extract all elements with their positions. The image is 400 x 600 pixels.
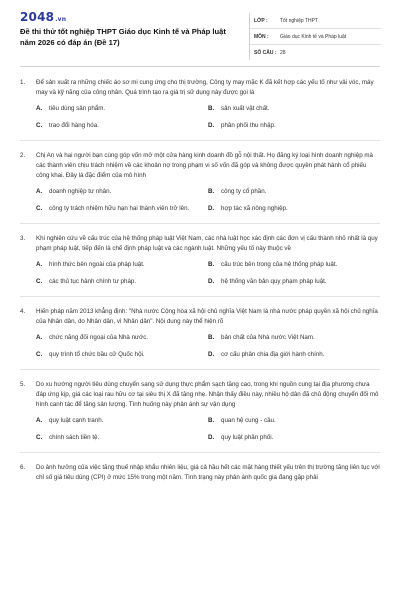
answer-option[interactable] [208, 104, 380, 113]
question-separator [20, 452, 380, 453]
answer-options [36, 333, 380, 359]
question-row [20, 151, 380, 181]
question-text: Khi nghiên cứu về cấu trúc của hệ thống pháp luật Việt Nam, các nhà luật học xác định các đơn vị cấu thành nhỏ nhất là quy phạm pháp luật, tiếp đến là chế định pháp luật và các ngành luật. Những yếu tố này thuộc về [36, 235, 378, 252]
meta-row-count [250, 45, 381, 60]
question-item [20, 380, 380, 442]
answer-text: sản xuất vật chất. [221, 105, 270, 112]
answer-letter: B. [208, 334, 215, 341]
answer-text: quy luật phân phối. [221, 434, 274, 441]
logo-main: 2048 [20, 10, 55, 24]
question-text: Hiến pháp năm 2013 khẳng định: "Nhà nước Cộng hòa xã hội chủ nghĩa Việt Nam là nhà nước pháp quyền xã hội chủ nghĩa của Nhân dân, do Nhân dân, vì Nhân dân". Nội dung này thể hiện rõ [36, 308, 378, 325]
answer-text: tiêu dùng sản phẩm. [49, 105, 106, 112]
answer-text: doanh nghiệp tư nhân. [49, 188, 112, 195]
answer-option[interactable] [36, 187, 208, 196]
answer-text: cấu trúc bên trong của hệ thống pháp luật. [221, 261, 338, 268]
answer-text: phân phối thu nhập. [221, 122, 276, 129]
answer-text: chức năng đối ngoại của Nhà nước. [49, 334, 149, 341]
answer-text: các thủ tục hành chính tư pháp. [49, 278, 137, 285]
answer-option[interactable] [208, 187, 380, 196]
question-separator [20, 369, 380, 370]
exam-meta-table [249, 13, 381, 60]
answer-text: hình thức bên ngoài của pháp luật. [49, 261, 145, 268]
exam-title: Đề thi thử tốt nghiệp THPT Giáo dục Kinh tế và Pháp luật năm 2026 có đáp án (Đề 17) [20, 27, 226, 47]
answer-options [36, 187, 380, 213]
answer-option[interactable] [36, 350, 208, 359]
question-text: Do xu hướng người tiêu dùng chuyển sang sử dụng thực phẩm sạch tăng cao, trong khi nguồn cung tại địa phương chưa đáp ứng kịp, giá các loại rau hữu cơ tại siêu thị X đã tăng nhẹ. Nhận thấy điều này, nhiều hộ dân đã chủ động chuyển đổi mô hình canh tác để tăng sản lượng. Tình huống này phản ánh sự vận dụng [36, 381, 379, 408]
answer-option[interactable] [208, 204, 380, 213]
answer-option[interactable] [36, 260, 208, 269]
answer-text: bản chất của Nhà nước Việt Nam. [221, 334, 315, 341]
answer-text: công ty cổ phần. [221, 188, 267, 195]
question-row [20, 78, 380, 98]
answer-letter: C. [36, 351, 43, 358]
question-text: Để sản xuất ra những chiếc áo sơ mi cung ứng cho thị trường, Công ty may mặc K đã kết hợp các yếu tố như vải vóc, máy may và kỹ năng của công nhân. Quá trình tạo ra giá trị sử dụng này được gọi là [36, 79, 374, 96]
answer-text: cơ cấu phân chia địa giới hành chính. [221, 351, 325, 358]
answer-text: chính sách tiền tệ. [49, 434, 100, 441]
answer-text: quy luật cạnh tranh. [49, 417, 104, 424]
answer-letter: B. [208, 417, 215, 424]
answer-letter: D. [208, 434, 215, 441]
question-item [20, 307, 380, 359]
question-number: 6. [20, 464, 26, 471]
answer-letter: D. [208, 351, 215, 358]
answer-options [36, 260, 380, 286]
question-number: 1. [20, 79, 26, 86]
answer-letter: C. [36, 278, 43, 285]
answer-option[interactable] [208, 277, 380, 286]
answer-text: hợp tác xã nông nghiệp. [221, 205, 288, 212]
answer-option[interactable] [208, 260, 380, 269]
answer-letter: C. [36, 122, 43, 129]
meta-val-count: 28 [280, 49, 286, 56]
answer-letter: C. [36, 205, 43, 212]
answer-letter: B. [208, 261, 215, 268]
answer-option[interactable] [208, 416, 380, 425]
answer-option[interactable] [36, 333, 208, 342]
header-divider [20, 66, 380, 67]
page-header [20, 10, 380, 62]
answer-option[interactable] [36, 104, 208, 113]
answer-text: quy trình tổ chức bầu cử Quốc hội. [49, 351, 145, 358]
question-item [20, 151, 380, 213]
answer-option[interactable] [208, 433, 380, 442]
question-row [20, 307, 380, 327]
question-item [20, 78, 380, 130]
logo-tld: .vn [55, 16, 67, 23]
question-row [20, 380, 380, 410]
answer-letter: A. [36, 334, 43, 341]
question-number: 5. [20, 381, 26, 388]
answer-option[interactable] [208, 121, 380, 130]
question-separator [20, 296, 380, 297]
meta-val-subject: Giáo dục Kinh tế và Pháp luật [280, 33, 347, 40]
answer-text: công ty trách nhiệm hữu hạn hai thành viên trở lên. [49, 205, 190, 212]
answer-letter: A. [36, 105, 43, 112]
answer-letter: B. [208, 105, 215, 112]
question-text: Do ảnh hưởng của việc tăng thuế nhập khẩu nhiên liệu, giá cả hầu hết các mặt hàng thiết yếu trên thị trường tăng liên tục với chỉ số giá tiêu dùng (CPI) ở mức 15% trong một năm. Tình trạng này phản ánh quốc gia đang gặp phải [36, 464, 380, 481]
answer-letter: C. [36, 434, 43, 441]
meta-val-class: Tốt nghiệp THPT [280, 17, 318, 24]
meta-key-count: SỐ CÂU : [254, 49, 277, 56]
question-number: 2. [20, 152, 26, 159]
answer-letter: D. [208, 122, 215, 129]
meta-key-class: LỚP : [254, 17, 268, 24]
answer-letter: D. [208, 278, 215, 285]
meta-row-subject [250, 29, 381, 45]
answer-letter: B. [208, 188, 215, 195]
answer-letter: A. [36, 261, 43, 268]
answer-option[interactable] [36, 433, 208, 442]
answer-option[interactable] [36, 277, 208, 286]
answer-options [36, 416, 380, 442]
question-list [20, 78, 380, 493]
answer-option[interactable] [36, 121, 208, 130]
question-item [20, 463, 380, 483]
answer-letter: A. [36, 188, 43, 195]
meta-key-subject: MÔN : [254, 33, 269, 40]
answer-letter: A. [36, 417, 43, 424]
answer-text: quan hệ cung - cầu. [221, 417, 276, 424]
meta-row-class [250, 13, 381, 29]
question-text: Chị An và hai người bạn cùng góp vốn mở một cửa hàng kinh doanh đồ gỗ nội thất. Họ đăng ký loại hình doanh nghiệp mà các thành viên chịu trách nhiệm về các khoản nợ trong phạm vi số vốn đã góp và không được quyền phát hành cổ phiếu công khai. Đây là đặc điểm của mô hình [36, 152, 374, 179]
answer-text: hệ thống văn bản quy phạm pháp luật. [221, 278, 327, 285]
question-separator [20, 223, 380, 224]
answer-letter: D. [208, 205, 215, 212]
question-row [20, 234, 380, 254]
question-row [20, 463, 380, 483]
answer-text: trao đổi hàng hóa. [49, 122, 99, 129]
answer-option[interactable] [208, 333, 380, 342]
question-number: 3. [20, 235, 26, 242]
answer-option[interactable] [36, 416, 208, 425]
question-item [20, 234, 380, 286]
question-separator [20, 140, 380, 141]
question-number: 4. [20, 308, 26, 315]
answer-option[interactable] [208, 350, 380, 359]
answer-option[interactable] [36, 204, 208, 213]
answer-options [36, 104, 380, 130]
